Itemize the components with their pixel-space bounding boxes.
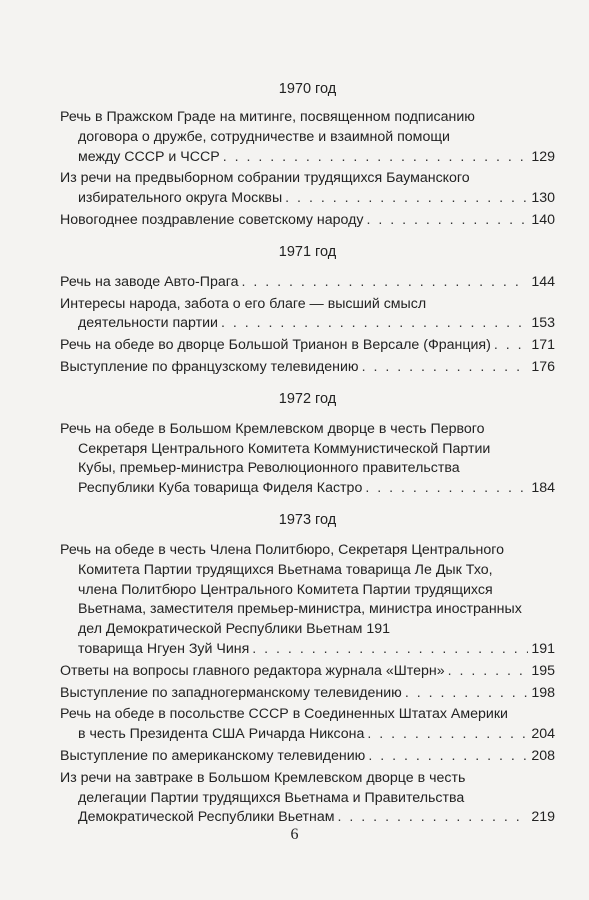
page-number: 6	[290, 826, 299, 843]
year-heading: 1973 год	[278, 511, 337, 528]
entry-title-line: Кубы, премьер-министра Революционного правительства	[78, 460, 460, 477]
entry-title-line: избирательного округа Москвы	[78, 190, 283, 207]
entry-title-line: договора о дружбе, сотрудничестве и взаимной помощи	[78, 128, 450, 145]
entry-final-line	[60, 314, 555, 334]
toc-entry[interactable]	[60, 541, 555, 660]
year-heading: 1971 год	[278, 243, 337, 260]
entry-title-line: Комитета Партии трудящихся Вьетнама товарища Ле Дык Тхо,	[78, 561, 493, 578]
year-heading: 1970 год	[278, 81, 337, 97]
dot-leader	[223, 148, 529, 168]
dot-leader	[368, 747, 528, 767]
entry-title-line: Ответы на вопросы главного редактора журнала «Штерн»	[60, 662, 445, 679]
entry-title-line: товарища Нгуен Зуй Чиня	[78, 640, 250, 657]
entry-page-number: 176	[531, 358, 555, 375]
dot-leader	[221, 314, 528, 334]
entry-page-number: 144	[531, 273, 555, 290]
entry-final-line	[60, 640, 555, 660]
entry-page-number: 140	[531, 211, 555, 228]
entry-title-line: Речь на заводе Авто-Прага	[60, 273, 239, 290]
entry-title-line: Вьетнама, заместителя премьер-министра, министра иностранных	[78, 601, 522, 618]
entry-page-number: 219	[531, 809, 555, 826]
toc-entry[interactable]	[60, 420, 555, 499]
section-gap	[60, 380, 555, 390]
toc-entry[interactable]	[60, 336, 555, 356]
entry-final-line	[60, 336, 555, 356]
toc-entry[interactable]	[60, 769, 555, 828]
toc-entry[interactable]	[60, 211, 555, 231]
dot-leader	[405, 684, 529, 704]
dot-leader	[366, 211, 528, 231]
entry-final-line	[60, 148, 555, 168]
entry-final-line	[60, 684, 555, 704]
entry-final-line	[60, 747, 555, 767]
entry-final-line	[60, 189, 555, 209]
section-gap	[60, 233, 555, 243]
table-of-contents	[60, 80, 555, 830]
entry-title-line: делегации Партии трудящихся Вьетнама и Правительства	[78, 789, 465, 806]
toc-entry[interactable]	[60, 662, 555, 682]
entry-title-line: Речь в Пражском Граде на митинге, посвященном подписанию	[60, 109, 475, 125]
entry-title-line: Интересы народа, забота о его благе — высший смысл	[60, 295, 427, 312]
entry-title-line: Речь на обеде в честь Члена Политбюро, Секретаря Центрального	[60, 541, 504, 558]
entry-title-line: дел Демократической Республики Вьетнам 191	[78, 621, 391, 638]
entry-title-line: в честь Президента США Ричарда Никсона	[78, 726, 365, 743]
entry-title-line: Речь на обеде в Большом Кремлевском дворце в честь Первого	[60, 420, 485, 437]
entry-title-line: Речь на обеде во дворце Большой Трианон в Версале (Франция)	[60, 337, 491, 354]
toc-entry[interactable]	[60, 273, 555, 293]
entry-title-line: Секретаря Центрального Комитета Коммунистической Партии	[78, 440, 491, 457]
entry-final-line	[60, 211, 555, 231]
toc-entry[interactable]	[60, 705, 555, 745]
entry-title-line: между СССР и ЧССР	[78, 148, 220, 165]
dot-leader	[448, 662, 529, 682]
entry-page-number: 130	[531, 190, 555, 207]
entry-title-line: Речь на обеде в посольстве СССР в Соединенных Штатах Америки	[60, 706, 508, 723]
entry-title-line: деятельности партии	[78, 315, 218, 332]
toc-entry[interactable]	[60, 358, 555, 378]
entry-title-line: Выступление по американскому телевидению	[60, 747, 366, 764]
toc-entry[interactable]	[60, 684, 555, 704]
entry-title-line: Новогоднее поздравление советскому народу	[60, 211, 364, 228]
entry-title-line: Из речи на завтраке в Большом Кремлевском дворце в честь	[60, 769, 466, 786]
entry-title-line: Демократической Республики Вьетнам	[78, 809, 335, 826]
entry-final-line	[60, 725, 555, 745]
dot-leader	[367, 725, 528, 745]
toc-entry[interactable]	[60, 108, 555, 167]
entry-title-line: Выступление по французскому телевидению	[60, 358, 359, 375]
entry-page-number: 171	[531, 337, 555, 354]
dot-leader	[242, 273, 529, 293]
entry-title-line: члена Политбюро Центрального Комитета Партии трудящихся	[78, 581, 493, 598]
toc-entry[interactable]	[60, 295, 555, 335]
section-gap	[60, 501, 555, 511]
dot-leader	[252, 640, 528, 660]
toc-entry[interactable]	[60, 747, 555, 767]
entry-page-number: 191	[531, 640, 555, 657]
dot-leader	[494, 336, 529, 356]
entry-title-line: Выступление по западногерманскому телевидению	[60, 684, 402, 701]
entry-page-number: 184	[531, 480, 555, 497]
entry-page-number: 204	[531, 726, 555, 743]
entry-final-line	[60, 662, 555, 682]
entry-page-number: 198	[531, 684, 555, 701]
dot-leader	[365, 479, 528, 499]
year-heading: 1972 год	[278, 390, 337, 407]
entry-final-line	[60, 358, 555, 378]
entry-page-number: 129	[531, 148, 555, 165]
entry-page-number: 195	[531, 662, 555, 679]
toc-entry[interactable]	[60, 169, 555, 209]
entry-title-line: Из речи на предвыборном собрании трудящихся Бауманского	[60, 170, 470, 187]
dot-leader	[362, 358, 529, 378]
entry-final-line	[60, 479, 555, 499]
entry-final-line	[60, 273, 555, 293]
dot-leader	[285, 189, 528, 209]
entry-title-line: Республики Куба товарища Фиделя Кастро	[78, 480, 363, 497]
entry-page-number: 208	[531, 747, 555, 764]
entry-page-number: 153	[531, 315, 555, 332]
